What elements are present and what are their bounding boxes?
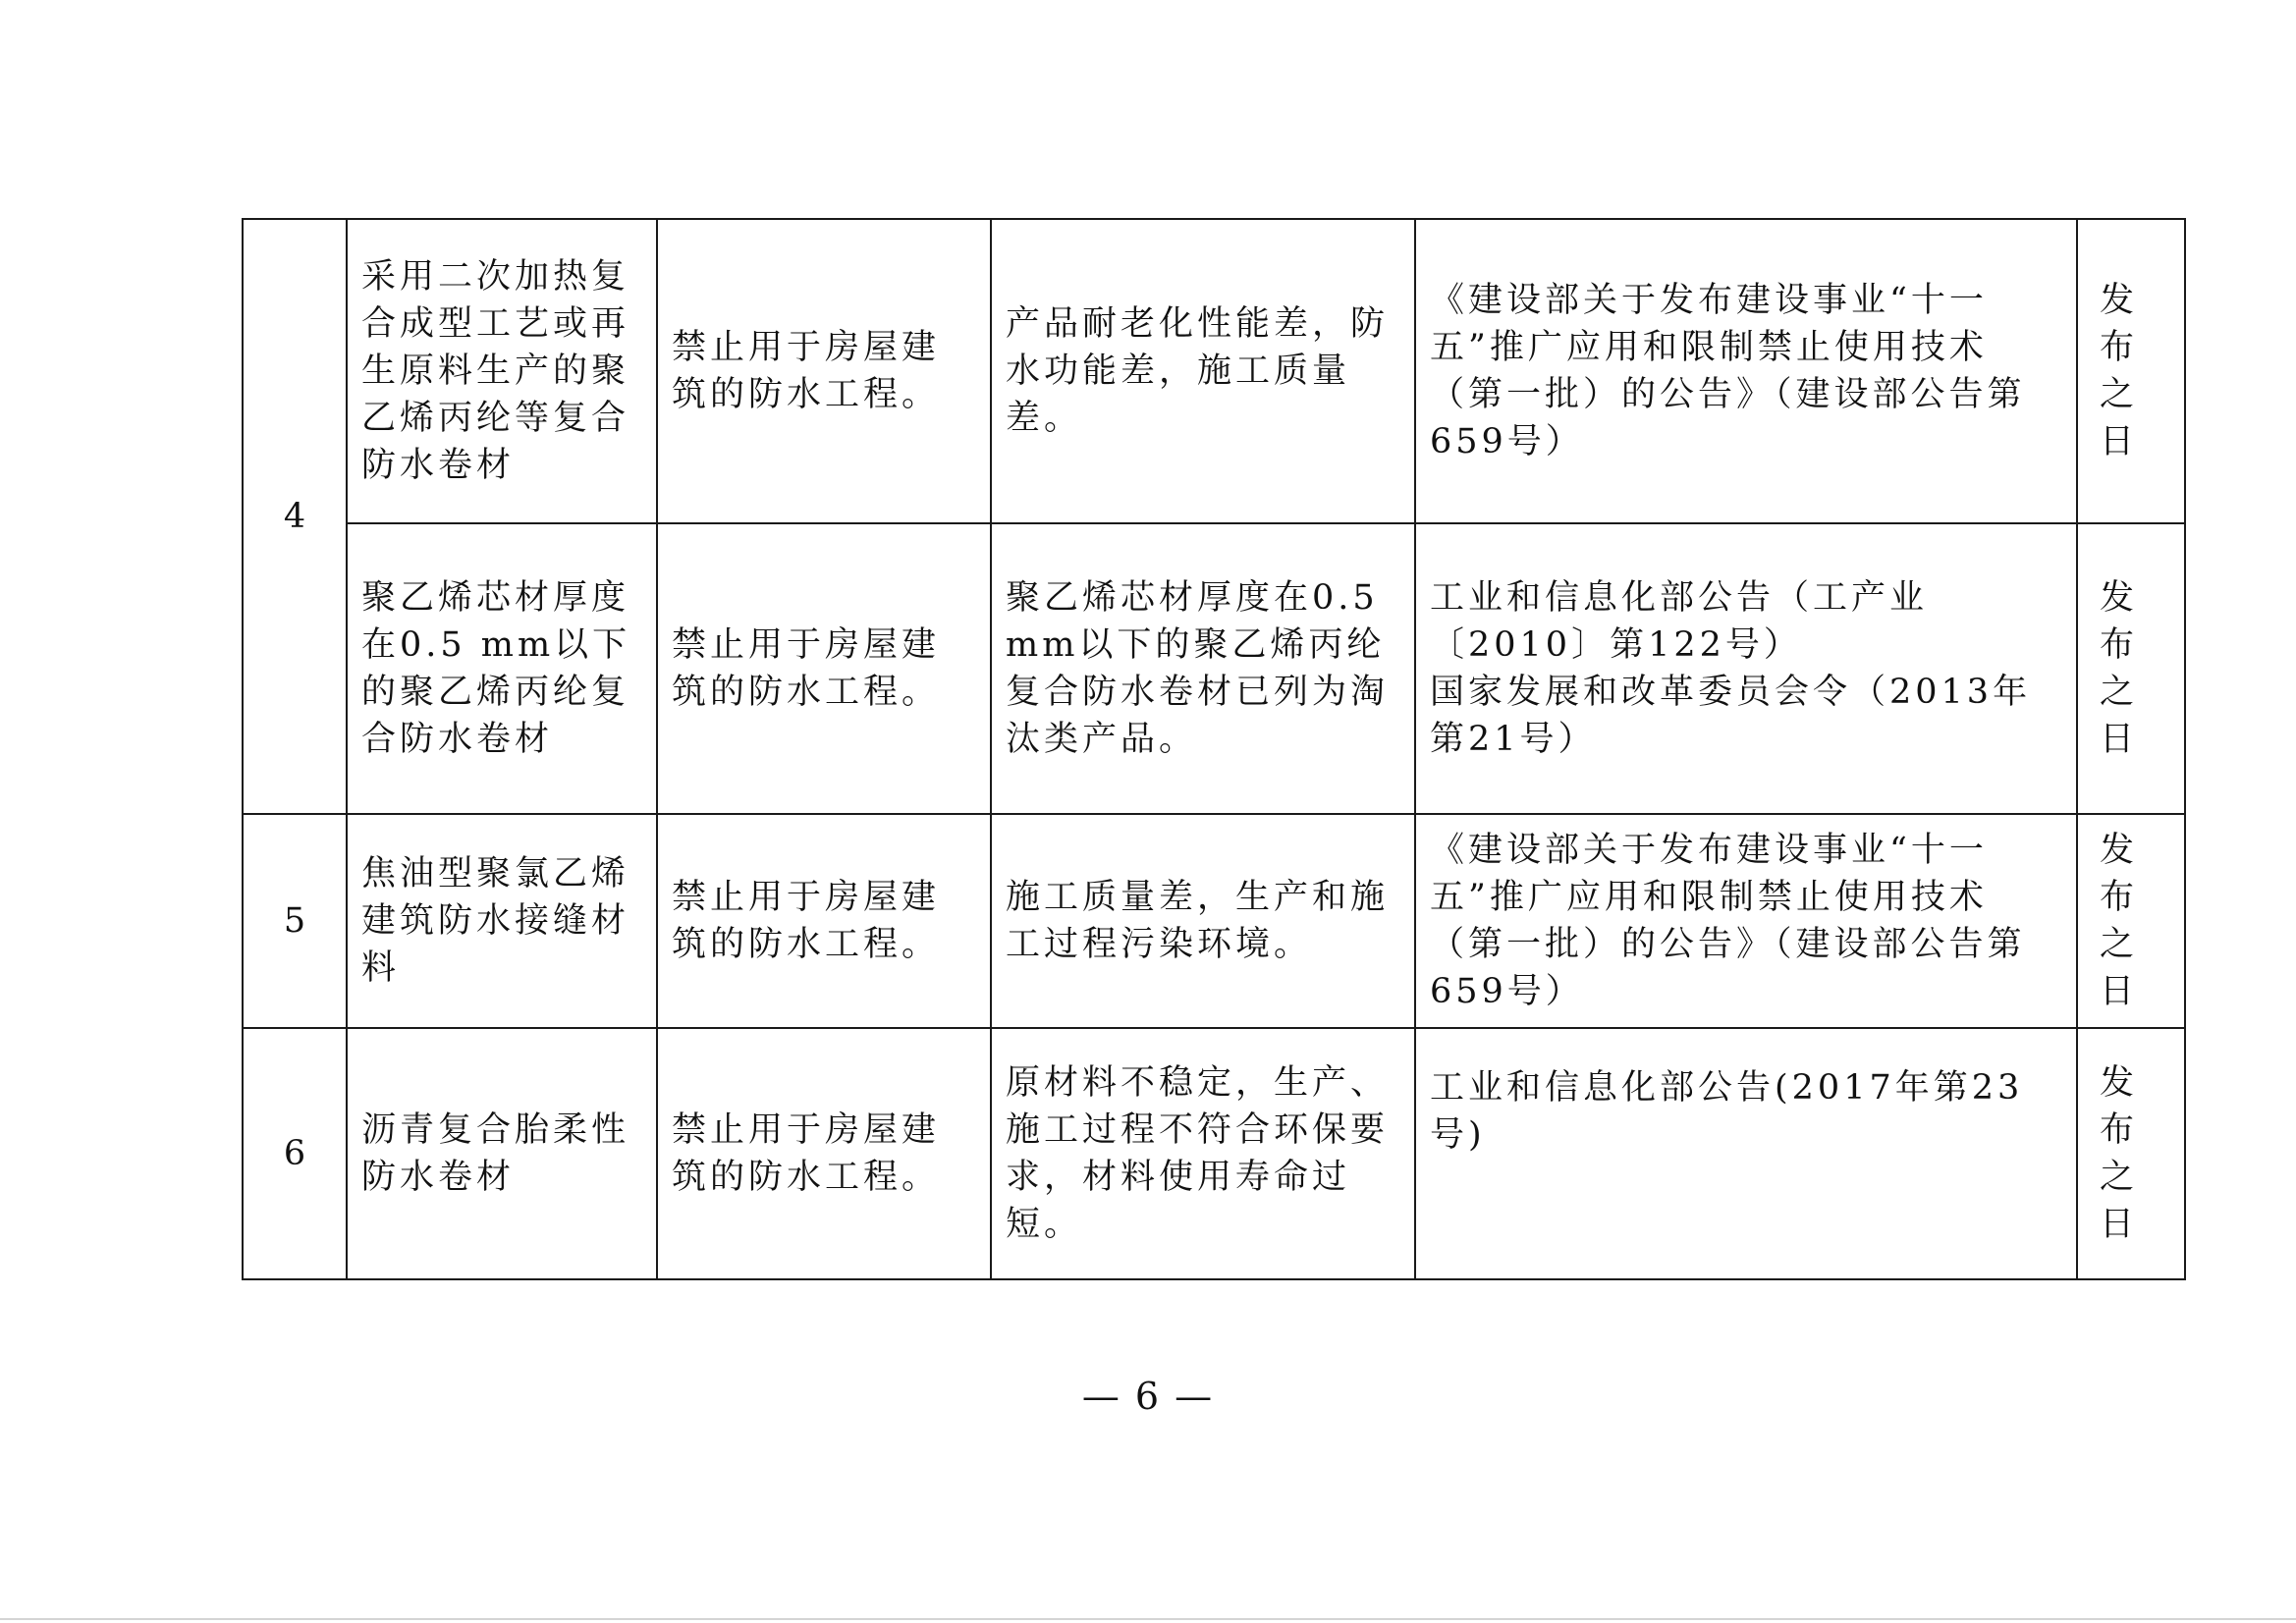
regulation-table: [242, 218, 2186, 1280]
restriction-reason-cell: 施工质量差，生产和施工过程污染环境。: [991, 814, 1415, 1028]
product-name-cell: 沥青复合胎柔性防水卷材: [347, 1028, 657, 1279]
product-name-cell: 采用二次加热复合成型工艺或再生原料生产的聚乙烯丙纶等复合防水卷材: [347, 219, 657, 523]
legal-basis-cell: 《建设部关于发布建设事业“十一五”推广应用和限制禁止使用技术（第一批）的公告》（建设部公告第659号）: [1415, 814, 2077, 1028]
row-number: 5: [243, 814, 347, 1028]
table-row: [243, 1028, 2185, 1279]
restriction-reason-cell: 产品耐老化性能差，防水功能差，施工质量差。: [991, 219, 1415, 523]
table-row: [243, 814, 2185, 1028]
effective-date-cell: [2077, 814, 2185, 1028]
effective-date-text: 发布之日: [2100, 578, 2139, 759]
effective-date-text: 发布之日: [2100, 1063, 2139, 1244]
table-row: [243, 219, 2185, 523]
restriction-scope-cell: 禁止用于房屋建筑的防水工程。: [657, 1028, 991, 1279]
effective-date-cell: [2077, 219, 2185, 523]
restriction-scope-cell: 禁止用于房屋建筑的防水工程。: [657, 814, 991, 1028]
effective-date-cell: [2077, 523, 2185, 814]
restriction-reason-cell: 聚乙烯芯材厚度在0.5 mm以下的聚乙烯丙纶复合防水卷材已列为淘汰类产品。: [991, 523, 1415, 814]
legal-basis-cell: 工业和信息化部公告（工产业〔2010〕第122号） 国家发展和改革委员会令（2013年第21号）: [1415, 523, 2077, 814]
legal-basis-cell: 《建设部关于发布建设事业“十一五”推广应用和限制禁止使用技术（第一批）的公告》（建设部公告第659号）: [1415, 219, 2077, 523]
effective-date-cell: [2077, 1028, 2185, 1279]
restriction-scope-cell: 禁止用于房屋建筑的防水工程。: [657, 523, 991, 814]
bottom-divider: [0, 1618, 2296, 1620]
product-name-cell: 焦油型聚氯乙烯建筑防水接缝材料: [347, 814, 657, 1028]
effective-date-text: 发布之日: [2100, 281, 2139, 461]
restriction-reason-cell: 原材料不稳定，生产、施工过程不符合环保要求，材料使用寿命过短。: [991, 1028, 1415, 1279]
row-number: 6: [243, 1028, 347, 1279]
row-number: 4: [243, 219, 347, 814]
page-number: — 6 —: [1081, 1375, 1215, 1418]
restriction-scope-cell: 禁止用于房屋建筑的防水工程。: [657, 219, 991, 523]
table-row: [243, 523, 2185, 814]
effective-date-text: 发布之日: [2100, 831, 2139, 1011]
product-name-cell: 聚乙烯芯材厚度在0.5 mm以下的聚乙烯丙纶复合防水卷材: [347, 523, 657, 814]
legal-basis-cell: 工业和信息化部公告(2017年第23号): [1415, 1028, 2077, 1279]
